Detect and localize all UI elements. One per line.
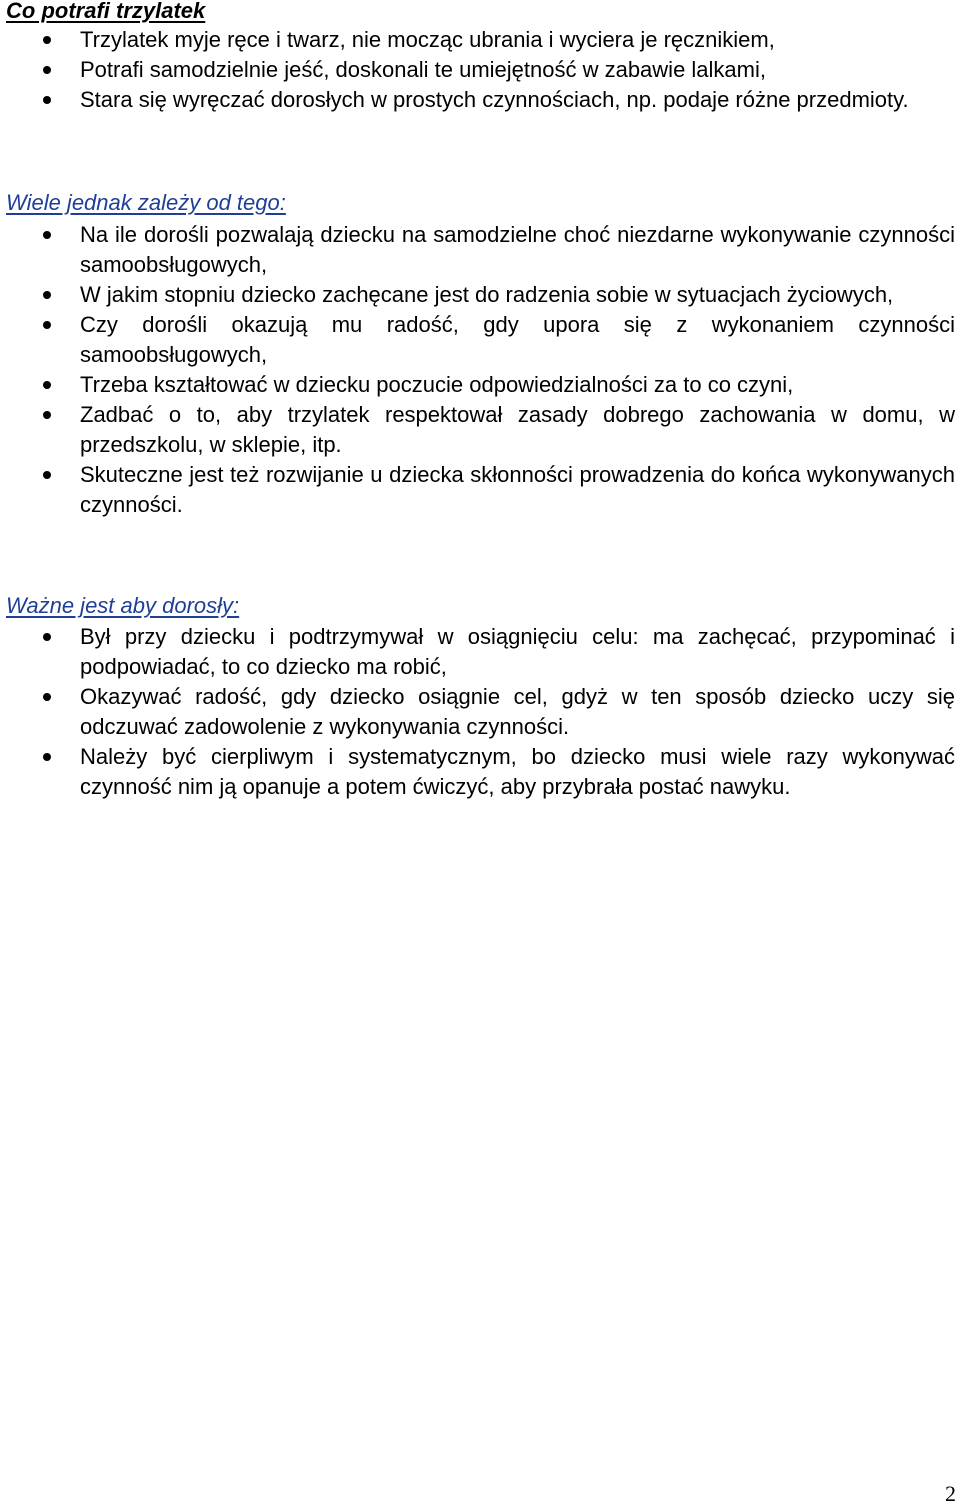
list-item [0,85,955,115]
list-item [0,400,955,460]
bullet-icon [43,411,51,419]
list-item [0,370,955,400]
list-item [0,622,955,682]
list-item-text: Trzylatek myje ręce i twarz, nie mocząc ubrania i wyciera je ręcznikiem, [80,27,775,52]
bullet-icon [43,693,51,701]
list-item-text: W jakim stopniu dziecko zachęcane jest do radzenia sobie w sytuacjach życiowych, [80,282,894,307]
list-depends-on [0,220,955,520]
list-item-text: Zadbać o to, aby trzylatek respektował zasady dobrego zachowania w domu, w przedszkolu, w sklepie, itp. [80,402,955,457]
bullet-icon [43,66,51,74]
bullet-icon [43,471,51,479]
section-heading-adult-should: Ważne jest aby dorosły: [6,593,240,618]
list-item-text: Skuteczne jest też rozwijanie u dziecka skłonności prowadzenia do końca wykonywanych czynności. [80,462,955,517]
list-item [0,55,955,85]
bullet-icon [43,753,51,761]
list-item-text: Potrafi samodzielnie jeść, doskonali te umiejętność w zabawie lalkami, [80,57,766,82]
bullet-icon [43,381,51,389]
list-item-text: Okazywać radość, gdy dziecko osiągnie cel, gdyż w ten sposób dziecko uczy się odczuwać zadowolenie z wykonywania czynności. [80,684,955,739]
list-item [0,460,955,520]
bullet-icon [43,36,51,44]
page-number: 2 [945,1481,956,1506]
list-item-text: Należy być cierpliwym i systematycznym, bo dziecko musi wiele razy wykonywać czynność nim ją opanuje a potem ćwiczyć, aby przybrała postać nawyku. [80,744,955,799]
list-what-three-year-old-can-do [0,25,955,115]
list-adult-should [0,622,955,802]
section-heading-depends-on: Wiele jednak zależy od tego: [6,190,286,215]
list-item-text: Trzeba kształtować w dziecku poczucie odpowiedzialności za to co czyni, [80,372,794,397]
list-item [0,682,955,742]
list-item [0,310,955,370]
list-item-text: Stara się wyręczać dorosłych w prostych czynnościach, np. podaje różne przedmioty. [80,87,909,112]
bullet-icon [43,321,51,329]
bullet-icon [43,96,51,104]
section-heading-what-three-year-old-can-do: Co potrafi trzylatek [6,0,206,23]
list-item [0,742,955,802]
bullet-icon [43,291,51,299]
list-item-text: Na ile dorośli pozwalają dziecku na samodzielne choć niezdarne wykonywanie czynności samoobsługowych, [80,222,955,277]
list-item [0,220,955,280]
list-item-text: Czy dorośli okazują mu radość, gdy upora się z wykonaniem czynności samoobsługowych, [80,312,955,367]
list-item [0,280,955,310]
bullet-icon [43,231,51,239]
list-item [0,25,955,55]
list-item-text: Był przy dziecku i podtrzymywał w osiągnięciu celu: ma zachęcać, przypominać i podpowiadać, to co dziecko ma robić, [80,624,955,679]
bullet-icon [43,633,51,641]
